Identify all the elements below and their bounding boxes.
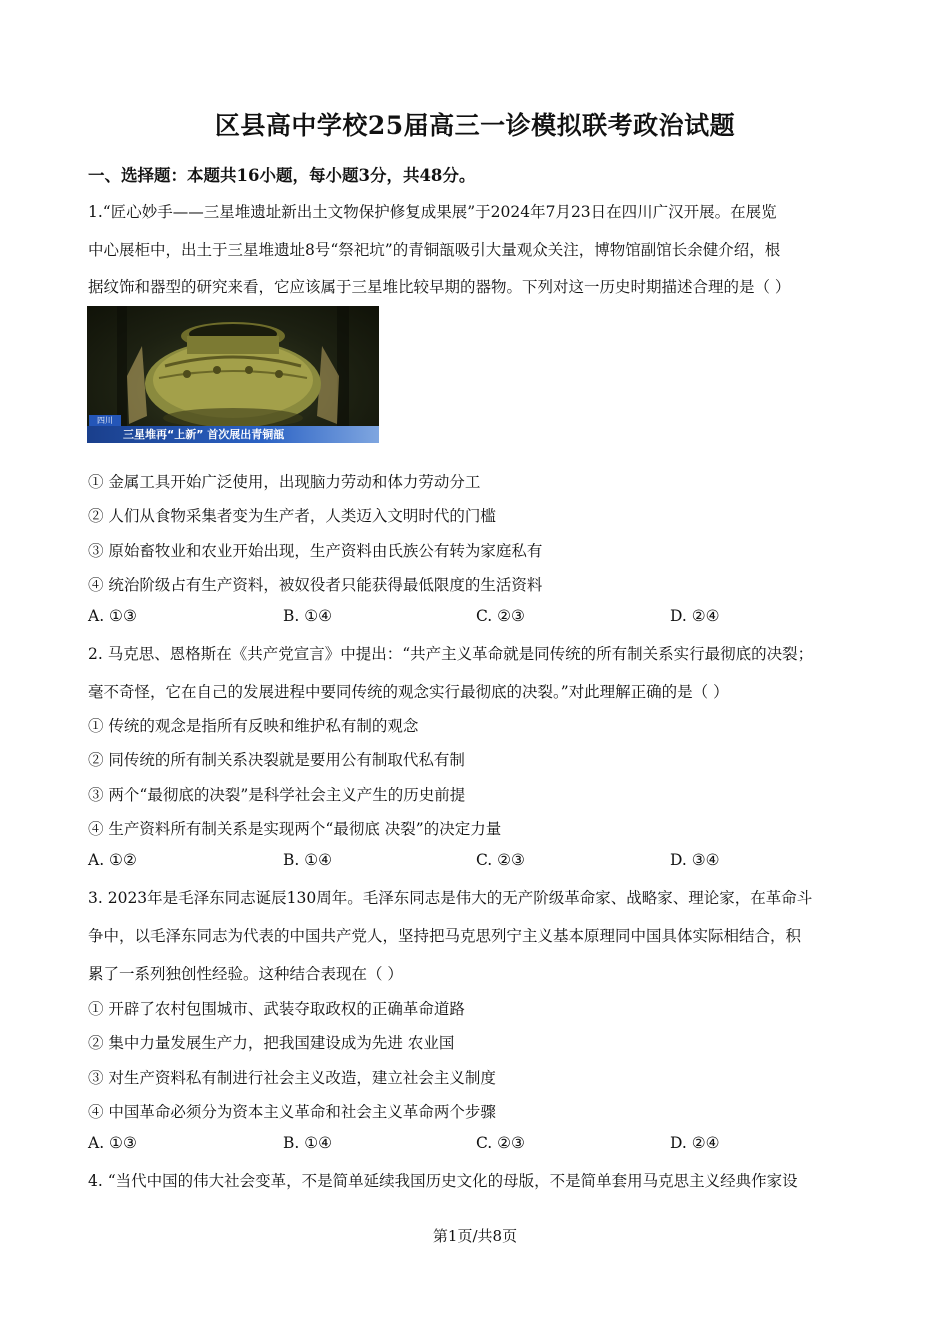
section-heading: 一、选择题：本题共16小题，每小题3分，共48分。 [88,166,476,185]
q3-item-3: ③ 对生产资料私有制进行社会主义改造，建立社会主义制度 [88,1069,496,1087]
q1-option-a[interactable]: A. ①③ [88,607,137,625]
q2-option-d[interactable]: D. ③④ [670,851,720,869]
q3-item-1: ① 开辟了农村包围城市、武装夺取政权的正确革命道路 [88,1000,465,1018]
q2-option-b[interactable]: B. ①④ [283,851,333,869]
q3-option-a[interactable]: A. ①③ [88,1134,137,1152]
q3-option-c[interactable]: C. ②③ [476,1134,525,1152]
q2-options [88,851,868,875]
q3-stem-line-2: 争中，以毛泽东同志为代表的中国共产党人，坚持把马克思列宁主义基本原理同中国具体实际相结合，积 [88,927,802,945]
q1-item-4: ④ 统治阶级占有生产资料，被奴役者只能获得最低限度的生活资料 [88,576,543,594]
q4-stem-line-1: 4. “当代中国的伟大社会变革，不是简单延续我国历史文化的母版，不是简单套用马克思主义经典作家设 [88,1172,798,1190]
q1-option-b[interactable]: B. ①④ [283,607,333,625]
q1-stem-line-1: 1.“匠心妙手——三星堆遗址新出土文物保护修复成果展”于2024年7月23日在四川广汉开展。在展览 [88,203,777,221]
q1-option-d[interactable]: D. ②④ [670,607,720,625]
q3-stem-line-3: 累了一系列独创性经验。这种结合表现在（ ） [88,965,403,983]
q1-stem-line-2: 中心展柜中，出土于三星堆遗址8号“祭祀坑”的青铜瓿吸引大量观众关注，博物馆副馆长余健介绍，根 [88,241,781,259]
page-title: 区县高中学校25届高三一诊模拟联考政治试题 [214,111,736,140]
q3-options [88,1134,868,1158]
news-caption: 三星堆再“上新” 首次展出青铜瓿 [87,426,379,443]
q1-stem-line-3: 据纹饰和器型的研究来看，它应该属于三星堆比较早期的器物。下列对这一历史时期描述合理的是（ ） [88,278,791,296]
q1-option-c[interactable]: C. ②③ [476,607,525,625]
q2-stem-line-2: 毫不奇怪，它在自己的发展进程中要同传统的观念实行最彻底的决裂。”对此理解正确的是（ ） [88,683,729,701]
q3-item-4: ④ 中国革命必须分为资本主义革命和社会主义革命两个步骤 [88,1103,496,1121]
region-tag: 四川 [89,415,121,426]
q3-option-b[interactable]: B. ①④ [283,1134,333,1152]
q3-stem-line-1: 3. 2023年是毛泽东同志诞辰130周年。毛泽东同志是伟大的无产阶级革命家、战略家、理论家，在革命斗 [88,889,813,907]
q1-item-1: ① 金属工具开始广泛使用，出现脑力劳动和体力劳动分工 [88,473,481,491]
bronze-vessel-illustration [87,306,379,443]
q2-item-1: ① 传统的观念是指所有反映和维护私有制的观念 [88,717,419,735]
q2-item-4: ④ 生产资料所有制关系是实现两个“最彻底 决裂”的决定力量 [88,820,502,838]
q3-item-2: ② 集中力量发展生产力，把我国建设成为先进 农业国 [88,1034,455,1052]
q2-item-2: ② 同传统的所有制关系决裂就是要用公有制取代私有制 [88,751,465,769]
q1-item-2: ② 人们从食物采集者变为生产者，人类迈入文明时代的门槛 [88,507,496,525]
q2-item-3: ③ 两个“最彻底的决裂”是科学社会主义产生的历史前提 [88,786,466,804]
q2-stem-line-1: 2. 马克思、恩格斯在《共产党宣言》中提出：“共产主义革命就是同传统的所有制关系实行最彻底的决裂； [88,645,814,663]
bronze-vessel-photo [87,306,379,443]
q1-item-3: ③ 原始畜牧业和农业开始出现，生产资料由氏族公有转为家庭私有 [88,542,543,560]
q2-option-a[interactable]: A. ①② [88,851,137,869]
q2-option-c[interactable]: C. ②③ [476,851,525,869]
q3-option-d[interactable]: D. ②④ [670,1134,720,1152]
q1-options [88,607,868,631]
page-number: 第1页/共8页 [432,1227,518,1245]
